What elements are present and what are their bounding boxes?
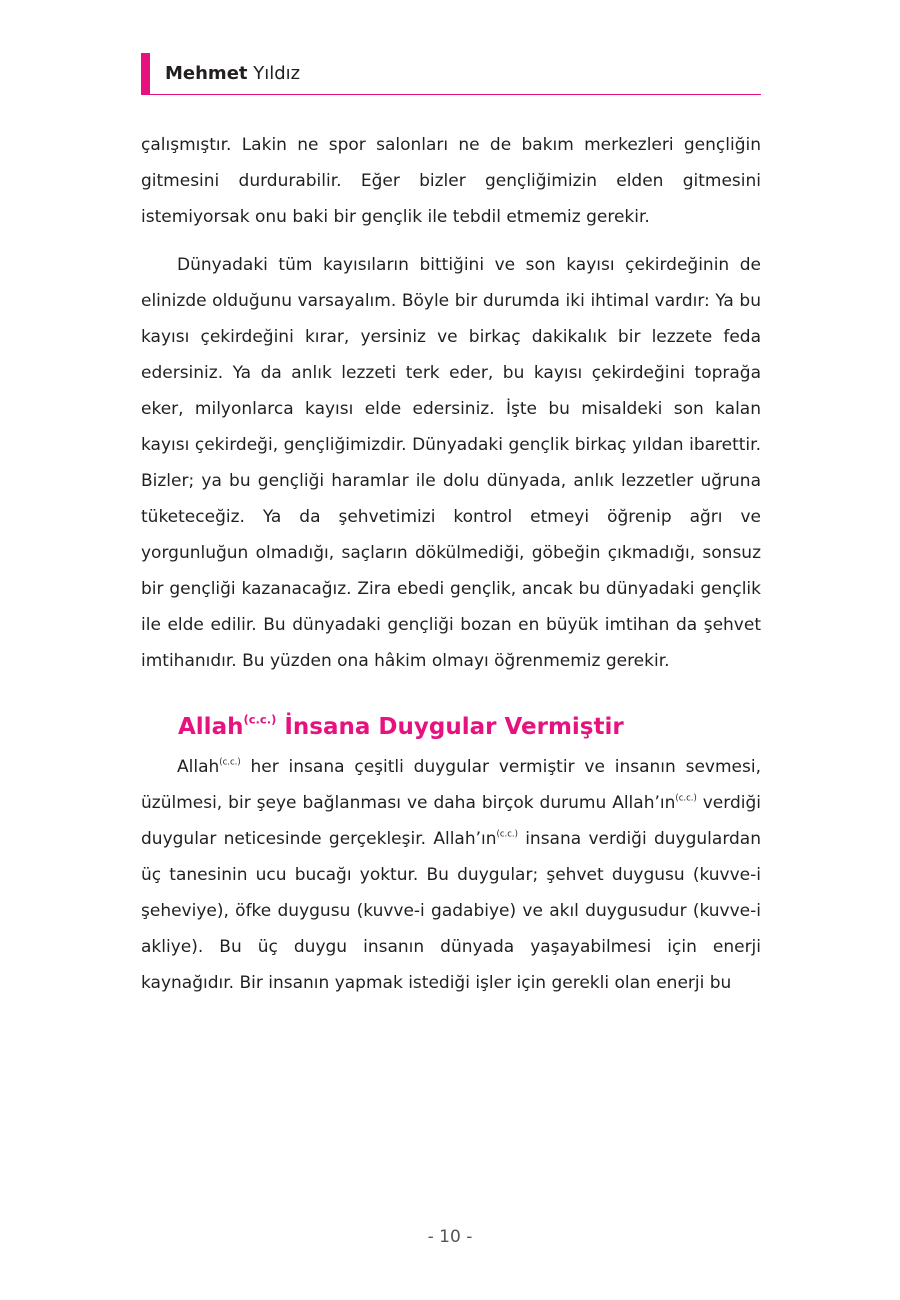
paragraph-emotions-part-c: verdiği duygular neticesinde gerçekleşir. Allah’ın (141, 793, 761, 849)
author-first-name: Mehmet (165, 63, 248, 84)
heading-text-pre: Allah (178, 714, 244, 740)
running-header (141, 53, 761, 95)
page-body (141, 127, 761, 1001)
paragraph-emotions-part-b: her insana çeşitli duygular vermiştir ve insanın sevmesi, üzülmesi, bir şeye bağlanması ve daha birçok durumu Allah’ın (141, 757, 761, 813)
author-last-name: Yıldız (253, 63, 301, 84)
header-author (165, 62, 300, 86)
paragraph-emotions-part-a: Allah (177, 757, 220, 777)
honorific-2: (c.c.) (675, 793, 697, 804)
heading-text-post: İnsana Duygular Vermiştir (276, 714, 624, 740)
header-rule (150, 94, 761, 95)
page-number: - 10 - (427, 1227, 473, 1247)
honorific-1: (c.c.) (219, 757, 241, 768)
section-heading (178, 709, 761, 745)
honorific-3: (c.c.) (496, 829, 518, 840)
paragraph-apricot: Dünyadaki tüm kayısıların bittiğini ve son kayısı çekirdeğinin de elinizde olduğunu varsayalım. Böyle bir durumda iki ihtimal vardır: Ya bu kayısı çekirdeğini kırar, yersiniz ve birkaç dakikalık bir lezzete feda edersiniz. Ya da anlık lezzeti terk eder, bu kayısı çekirdeğini toprağa eker, milyonlarca kayısı elde edersiniz. İşte bu misaldeki son kalan kayısı çekirdeği, gençliğimizdir. Dünyadaki gençlik birkaç yıldan ibarettir. Bizler; ya bu gençliği haramlar ile dolu dünyada, anlık lezzetler uğruna tüketeceğiz. Ya da şehvetimizi kontrol etmeyi öğrenip ağrı ve yorgunluğun olmadığı, saçların dökülmediği, göbeğin çıkmadığı, sonsuz bir gençliği kazanacağız. Zira ebedi gençlik, ancak bu dünyadaki gençlik ile elde edilir. Bu dünyadaki gençliği bozan en büyük imtihan da şehvet imtihanıdır. Bu yüzden ona hâkim olmayı öğrenmemiz gerekir. (141, 255, 761, 671)
heading-honorific: (c.c.) (243, 712, 277, 727)
paragraph-continuation: çalışmıştır. Lakin ne spor salonları ne de bakım merkezleri gençliğin gitmesini durdurabilir. Eğer bizler gençliğimizin elden gitmesini istemiyorsak onu baki bir gençlik ile tebdil etmemiz gerekir. (141, 135, 761, 227)
header-accent-bar (141, 53, 150, 95)
paragraph-emotions-part-d: insana verdiği duygulardan üç tanesinin ucu bucağı yoktur. Bu duygular; şehvet duygusu (kuvve-i şeheviye), öfke duygusu (kuvve-i gadabiye) ve akıl duygusudur (kuvve-i akliye). Bu üç duygu insanın dünyada yaşayabilmesi için enerji kaynağıdır. Bir insanın yapmak istediği işler için gerekli olan enerji bu (141, 829, 761, 993)
paragraph-emotions (141, 749, 761, 1001)
